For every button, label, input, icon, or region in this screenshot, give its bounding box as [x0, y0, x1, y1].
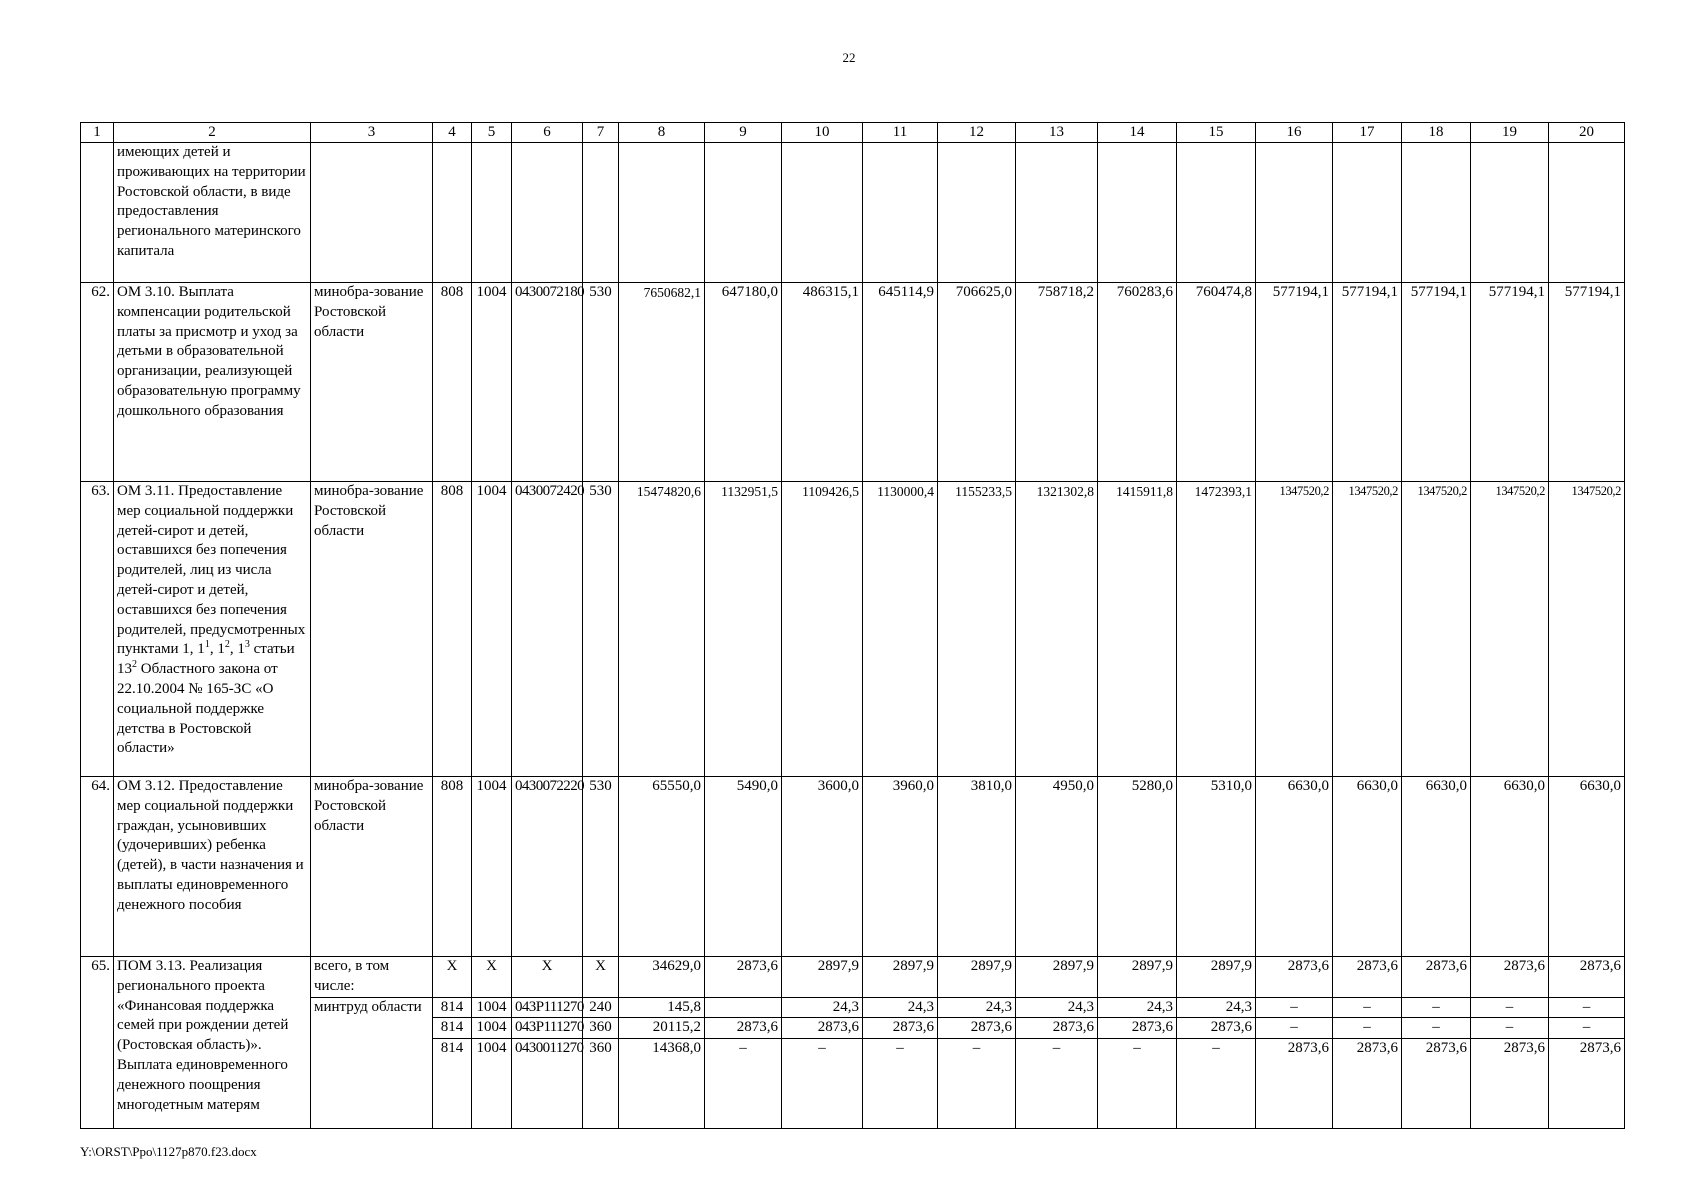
row-number: 63. [81, 482, 114, 777]
code-csr: Х [512, 957, 583, 998]
table-row [81, 283, 1625, 482]
value-col-12: 2897,9 [938, 957, 1016, 998]
value-col-11: – [863, 1039, 938, 1129]
code-csr: 0430072180 [512, 283, 583, 482]
value-col-16: 1347520,2 [1256, 482, 1333, 777]
value-col-14: 5280,0 [1098, 777, 1177, 957]
value-col-19: 2873,6 [1471, 1039, 1549, 1129]
value-col-15: 2897,9 [1177, 957, 1256, 998]
value-col-17: – [1333, 1018, 1402, 1039]
column-number-9: 9 [705, 123, 782, 143]
page-number: 22 [842, 50, 856, 65]
value-col-19: 6630,0 [1471, 777, 1549, 957]
value-col-13: 4950,0 [1016, 777, 1098, 957]
code-vr: 530 [583, 482, 619, 777]
value-col-16: 2873,6 [1256, 1039, 1333, 1129]
code-rz: 1004 [472, 482, 512, 777]
table-row [81, 997, 1625, 1018]
row-number: 65. [81, 957, 114, 1129]
code-rz: 1004 [472, 283, 512, 482]
value-col-8: 15474820,6 [619, 482, 705, 777]
executor: всего, в том числе: [311, 957, 433, 998]
value-col-14: 24,3 [1098, 997, 1177, 1018]
code-rz: Х [472, 957, 512, 998]
row-name: ПОМ 3.13. Реализация регионального проекта «Финансовая поддержка семей при рождении детей (Ростовская область)». Выплата единовременного денежного поощрения многодетным матерям [114, 957, 311, 1129]
value-col-17: 2873,6 [1333, 1039, 1402, 1129]
value-col-11: 2897,9 [863, 957, 938, 998]
column-number-2: 2 [114, 123, 311, 143]
value-col-20: – [1549, 997, 1625, 1018]
code-csr: 0430072420 [512, 482, 583, 777]
value-col-12: 24,3 [938, 997, 1016, 1018]
value-col-8: 145,8 [619, 997, 705, 1018]
code-gr: 814 [433, 997, 472, 1018]
value-col-13: 1321302,8 [1016, 482, 1098, 777]
value-col-10: 2873,6 [782, 1018, 863, 1039]
executor: минтруд области [311, 997, 433, 1129]
value-col-19: 1347520,2 [1471, 482, 1549, 777]
value-col-17: 1347520,2 [1333, 482, 1402, 777]
row-number: 62. [81, 283, 114, 482]
column-number-19: 19 [1471, 123, 1549, 143]
value-col-10: 486315,1 [782, 283, 863, 482]
table-row [81, 482, 1625, 777]
value-col-16: 2873,6 [1256, 957, 1333, 998]
table-row [81, 143, 1625, 283]
column-number-17: 17 [1333, 123, 1402, 143]
value-col-15: 24,3 [1177, 997, 1256, 1018]
value-col-12: 3810,0 [938, 777, 1016, 957]
executor: минобра-зование Ростовской области [311, 283, 433, 482]
row-number: 64. [81, 777, 114, 957]
table-row [81, 957, 1625, 998]
column-number-16: 16 [1256, 123, 1333, 143]
value-col-18: – [1402, 997, 1471, 1018]
value-col-17: 577194,1 [1333, 283, 1402, 482]
code-gr: 814 [433, 1039, 472, 1129]
column-number-14: 14 [1098, 123, 1177, 143]
value-col-9: 1132951,5 [705, 482, 782, 777]
value-col-20: 577194,1 [1549, 283, 1625, 482]
column-number-12: 12 [938, 123, 1016, 143]
column-number-4: 4 [433, 123, 472, 143]
value-col-11: 1130000,4 [863, 482, 938, 777]
value-col-11: 2873,6 [863, 1018, 938, 1039]
value-col-9: 647180,0 [705, 283, 782, 482]
value-col-8: 65550,0 [619, 777, 705, 957]
value-col-8: 20115,2 [619, 1018, 705, 1039]
row-name: ОМ 3.11. Предоставление мер социальной поддержки детей-сирот и детей, оставшихся без попечения родителей, лиц из числа детей-сирот и детей, оставшихся без попечения родителей, предусмотренных пунктами 1, $1^1$, $1^2$, $1^3$ статьи $13^2$ Областного закона от 22.10.2004 № 165-ЗС «О социальной поддержке детства в Ростовской области» [114, 482, 311, 777]
value-col-20: 1347520,2 [1549, 482, 1625, 777]
value-col-15: – [1177, 1039, 1256, 1129]
column-number-18: 18 [1402, 123, 1471, 143]
value-col-10: 2897,9 [782, 957, 863, 998]
value-col-15: 2873,6 [1177, 1018, 1256, 1039]
code-csr: 0430072220 [512, 777, 583, 957]
executor: минобра-зование Ростовской области [311, 777, 433, 957]
value-col-17: 6630,0 [1333, 777, 1402, 957]
value-col-18: 1347520,2 [1402, 482, 1471, 777]
value-col-15: 1472393,1 [1177, 482, 1256, 777]
column-number-row [81, 123, 1625, 143]
value-col-16: – [1256, 1018, 1333, 1039]
column-number-11: 11 [863, 123, 938, 143]
value-col-13: – [1016, 1039, 1098, 1129]
value-col-11: 645114,9 [863, 283, 938, 482]
code-rz: 1004 [472, 997, 512, 1018]
value-col-17: 2873,6 [1333, 957, 1402, 998]
value-col-16: 6630,0 [1256, 777, 1333, 957]
value-col-20: 2873,6 [1549, 957, 1625, 998]
value-col-14: 2873,6 [1098, 1018, 1177, 1039]
value-col-20: 2873,6 [1549, 1039, 1625, 1129]
value-col-20: 6630,0 [1549, 777, 1625, 957]
value-col-14: 760283,6 [1098, 283, 1177, 482]
row-name: имеющих детей и проживающих на территории Ростовской области, в виде предоставления регионального материнского капитала [114, 143, 311, 283]
value-col-14: 1415911,8 [1098, 482, 1177, 777]
value-col-13: 24,3 [1016, 997, 1098, 1018]
column-number-15: 15 [1177, 123, 1256, 143]
column-number-13: 13 [1016, 123, 1098, 143]
column-number-1: 1 [81, 123, 114, 143]
value-col-12: – [938, 1039, 1016, 1129]
code-csr: 043P111270 [512, 997, 583, 1018]
code-vr: Х [583, 957, 619, 998]
value-col-13: 2873,6 [1016, 1018, 1098, 1039]
value-col-12: 706625,0 [938, 283, 1016, 482]
value-col-9: – [705, 1039, 782, 1129]
value-col-15: 760474,8 [1177, 283, 1256, 482]
value-col-11: 24,3 [863, 997, 938, 1018]
value-col-18: 577194,1 [1402, 283, 1471, 482]
value-col-8: 14368,0 [619, 1039, 705, 1129]
value-col-9: 5490,0 [705, 777, 782, 957]
code-rz: 1004 [472, 777, 512, 957]
code-gr: 814 [433, 1018, 472, 1039]
value-col-14: – [1098, 1039, 1177, 1129]
column-number-3: 3 [311, 123, 433, 143]
value-col-11: 3960,0 [863, 777, 938, 957]
code-gr: Х [433, 957, 472, 998]
value-col-18: 6630,0 [1402, 777, 1471, 957]
value-col-17: – [1333, 997, 1402, 1018]
value-col-16: – [1256, 997, 1333, 1018]
value-col-9: 2873,6 [705, 957, 782, 998]
value-col-15: 5310,0 [1177, 777, 1256, 957]
value-col-9: 2873,6 [705, 1018, 782, 1039]
value-col-12: 2873,6 [938, 1018, 1016, 1039]
value-col-18: – [1402, 1018, 1471, 1039]
budget-table [80, 122, 1625, 1129]
column-number-20: 20 [1549, 123, 1625, 143]
column-number-6: 6 [512, 123, 583, 143]
row-name: ОМ 3.12. Предоставление мер социальной поддержки граждан, усыновивших (удочеривших) ребенка (детей), в части назначения и выплаты единовременного денежного пособия [114, 777, 311, 957]
value-col-9 [705, 997, 782, 1018]
value-col-18: 2873,6 [1402, 957, 1471, 998]
code-vr: 360 [583, 1039, 619, 1129]
column-number-5: 5 [472, 123, 512, 143]
column-number-10: 10 [782, 123, 863, 143]
value-col-19: – [1471, 997, 1549, 1018]
value-col-8: 7650682,1 [619, 283, 705, 482]
code-vr: 530 [583, 283, 619, 482]
code-gr: 808 [433, 482, 472, 777]
code-vr: 530 [583, 777, 619, 957]
value-col-10: 24,3 [782, 997, 863, 1018]
value-col-12: 1155233,5 [938, 482, 1016, 777]
table-row [81, 777, 1625, 957]
code-vr: 240 [583, 997, 619, 1018]
value-col-10: 3600,0 [782, 777, 863, 957]
column-number-7: 7 [583, 123, 619, 143]
value-col-13: 2897,9 [1016, 957, 1098, 998]
value-col-10: – [782, 1039, 863, 1129]
code-csr: 043P111270 [512, 1018, 583, 1039]
value-col-19: – [1471, 1018, 1549, 1039]
code-rz: 1004 [472, 1039, 512, 1129]
value-col-14: 2897,9 [1098, 957, 1177, 998]
column-number-8: 8 [619, 123, 705, 143]
value-col-20: – [1549, 1018, 1625, 1039]
code-csr: 0430011270 [512, 1039, 583, 1129]
value-col-18: 2873,6 [1402, 1039, 1471, 1129]
code-rz: 1004 [472, 1018, 512, 1039]
code-vr: 360 [583, 1018, 619, 1039]
code-gr: 808 [433, 777, 472, 957]
executor: минобра-зование Ростовской области [311, 482, 433, 777]
footer-file-path: Y:\ORST\Ppo\1127p870.f23.docx [80, 1144, 257, 1159]
value-col-8: 34629,0 [619, 957, 705, 998]
code-gr: 808 [433, 283, 472, 482]
row-name: ОМ 3.10. Выплата компенсации родительской платы за присмотр и уход за детьми в образовательной организации, реализующей образовательную программу дошкольного образования [114, 283, 311, 482]
value-col-19: 577194,1 [1471, 283, 1549, 482]
value-col-16: 577194,1 [1256, 283, 1333, 482]
value-col-13: 758718,2 [1016, 283, 1098, 482]
value-col-19: 2873,6 [1471, 957, 1549, 998]
value-col-10: 1109426,5 [782, 482, 863, 777]
